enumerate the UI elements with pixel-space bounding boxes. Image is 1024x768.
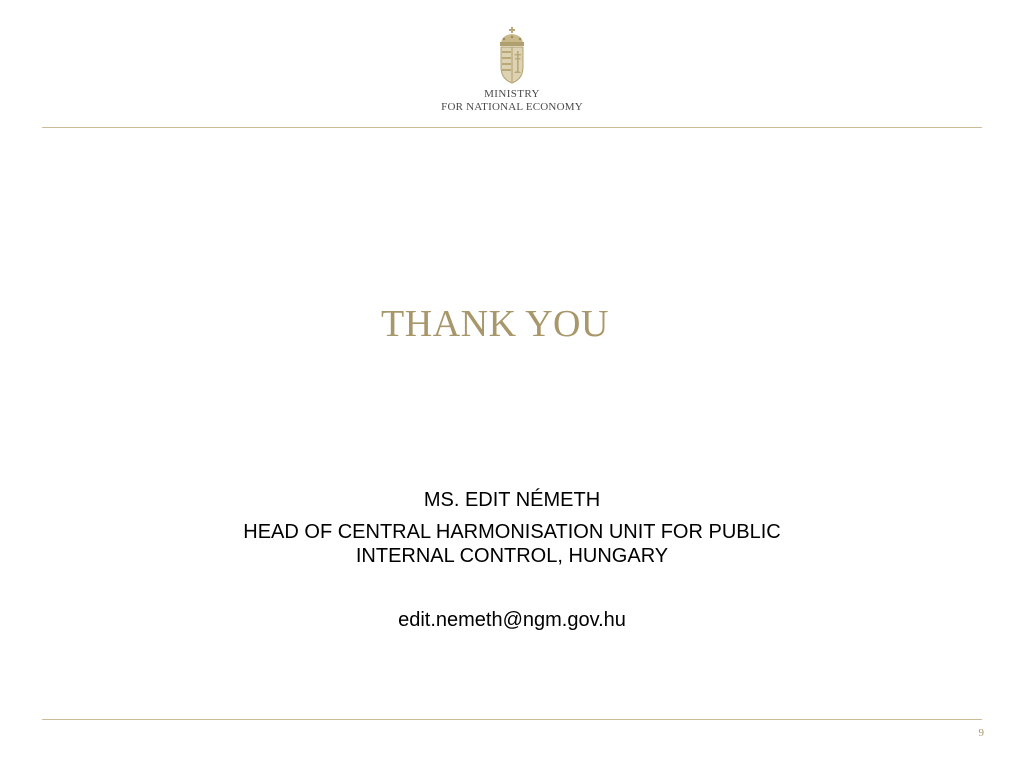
presenter-position-line2: INTERNAL CONTROL, HUNGARY: [355, 545, 669, 567]
ministry-name-line1: MINISTRY: [484, 88, 540, 100]
slide-title: THANK YOU: [381, 303, 609, 345]
contact-block: [0, 488, 1024, 632]
ministry-name-line2: FOR NATIONAL ECONOMY: [441, 101, 583, 113]
header-divider: [42, 127, 982, 128]
presenter-position-line1: HEAD OF CENTRAL HARMONISATION UNIT FOR PUBLIC: [243, 521, 781, 543]
page-number: 9: [978, 727, 984, 739]
footer-divider: [42, 719, 982, 720]
ministry-logo: [0, 27, 1024, 117]
coat-of-arms-icon: [496, 27, 528, 85]
presenter-email: edit.nemeth@ngm.gov.hu: [398, 609, 626, 631]
presenter-name: MS. EDIT NÉMETH: [423, 489, 601, 511]
